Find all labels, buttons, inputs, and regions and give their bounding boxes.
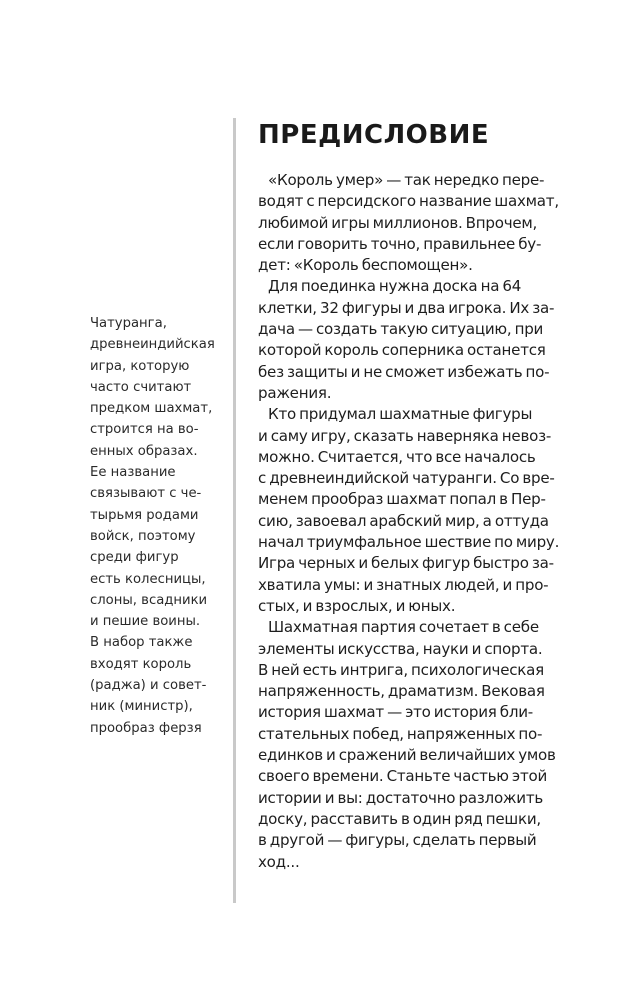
sidebar-line: (раджа) и совет- bbox=[90, 678, 207, 694]
body-line: любимой игры миллионов. Впрочем, bbox=[258, 213, 538, 232]
body-line: можно. Считается, что все началось bbox=[258, 447, 536, 466]
sidebar-line: и пешие воины. bbox=[90, 614, 201, 630]
body-line: история шахмат — это история бли- bbox=[258, 703, 533, 722]
sidebar-line: прообраз ферзя bbox=[90, 720, 202, 736]
page-title: ПРЕДИСЛОВИЕ bbox=[258, 120, 490, 150]
sidebar-line: войск, поэтому bbox=[90, 528, 196, 544]
body-line: водят с персидского название шахмат, bbox=[258, 192, 559, 211]
body-line: которой король соперника останется bbox=[258, 341, 546, 360]
body-line: стательных побед, напряженных по- bbox=[258, 724, 543, 743]
body-line: начал триумфальное шествие по миру. bbox=[258, 533, 560, 552]
body-line: и саму игру, сказать наверняка невоз- bbox=[258, 426, 552, 445]
sidebar-line: Ее название bbox=[90, 465, 176, 481]
sidebar-line: тырьмя родами bbox=[90, 507, 199, 523]
body-line: единков и сражений величайших умов bbox=[258, 746, 556, 765]
body-line: истории и вы: достаточно разложить bbox=[258, 788, 544, 807]
sidebar-line: древнеиндийская bbox=[90, 337, 215, 353]
sidebar-line: связывают с че- bbox=[90, 486, 202, 502]
body-text bbox=[258, 170, 564, 873]
sidebar-line: В набор также bbox=[90, 635, 193, 651]
sidebar-note bbox=[90, 313, 222, 739]
sidebar-line: строится на во- bbox=[90, 422, 199, 438]
body-line: своего времени. Станьте частью этой bbox=[258, 767, 548, 786]
body-line: с древнеиндийской чатуранги. Со вре- bbox=[258, 469, 555, 488]
body-line: если говорить точно, правильнее бу- bbox=[258, 234, 542, 253]
body-line: в другой — фигуры, сделать первый bbox=[258, 831, 537, 850]
body-line: ход... bbox=[258, 852, 300, 871]
body-line: менем прообраз шахмат попал в Пер- bbox=[258, 490, 546, 509]
body-line: ражения. bbox=[258, 383, 332, 402]
sidebar-line: игра, которую bbox=[90, 358, 190, 374]
body-line: Кто придумал шахматные фигуры bbox=[268, 405, 533, 424]
sidebar-line: слоны, всадники bbox=[90, 592, 208, 608]
body-line: хватила умы: и знатных людей, и про- bbox=[258, 575, 549, 594]
body-line: дача — создать такую ситуацию, при bbox=[258, 320, 544, 339]
body-line: стых, и взрослых, и юных. bbox=[258, 596, 456, 615]
sidebar-line: Чатуранга, bbox=[90, 316, 167, 331]
body-line: Для поединка нужна доска на 64 bbox=[268, 277, 522, 296]
body-line: элементы искусства, науки и спорта. bbox=[258, 639, 543, 658]
sidebar-line: часто считают bbox=[90, 379, 192, 395]
sidebar-line: ник (министр), bbox=[90, 699, 193, 715]
body-line: напряженность, драматизм. Вековая bbox=[258, 682, 545, 701]
sidebar-line: енных образах. bbox=[90, 443, 198, 459]
body-line: Шахматная партия сочетает в себе bbox=[268, 618, 539, 637]
sidebar-line: есть колесницы, bbox=[90, 571, 206, 587]
body-line: доску, расставить в один ряд пешки, bbox=[258, 809, 541, 828]
body-line: В ней есть интрига, психологическая bbox=[258, 660, 544, 679]
body-line: клетки, 32 фигуры и два игрока. Их за- bbox=[258, 298, 555, 317]
body-line: Игра черных и белых фигур быстро за- bbox=[258, 554, 554, 573]
body-line: «Король умер» — так нередко пере- bbox=[268, 171, 545, 189]
column-divider bbox=[233, 118, 236, 903]
body-line: без защиты и не сможет избежать по- bbox=[258, 362, 550, 381]
sidebar-line: входят король bbox=[90, 656, 192, 672]
body-line: сию, завоевал арабский мир, а оттуда bbox=[258, 511, 549, 530]
sidebar-line: среди фигур bbox=[90, 550, 179, 566]
sidebar-line: предком шахмат, bbox=[90, 401, 213, 417]
body-line: дет: «Король беспомощен». bbox=[258, 256, 473, 275]
